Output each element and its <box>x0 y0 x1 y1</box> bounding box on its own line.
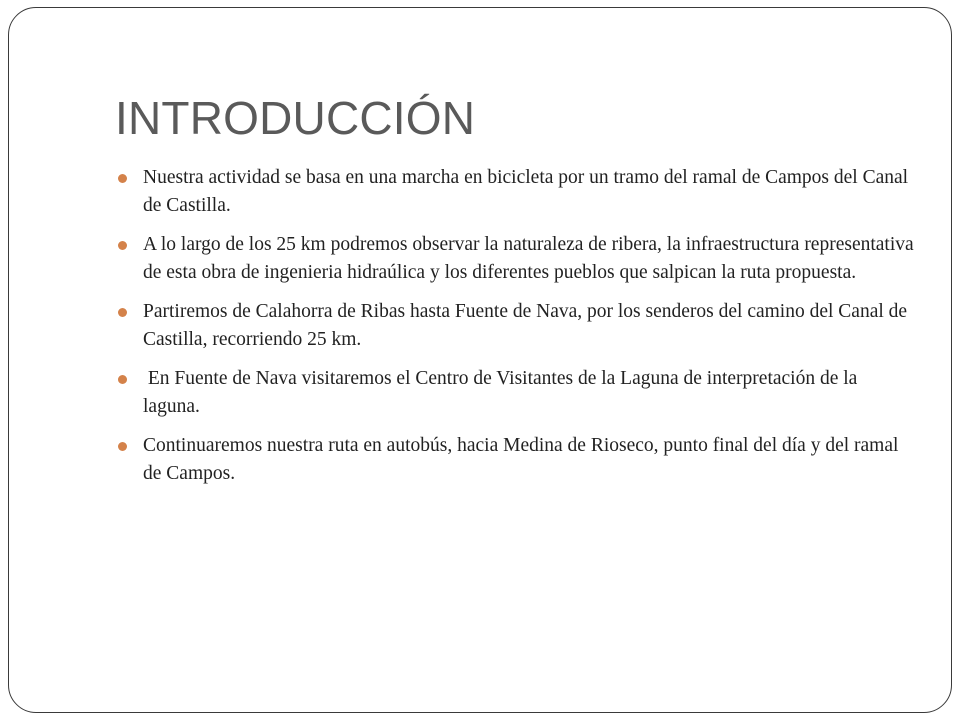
bullet-icon <box>118 174 127 183</box>
bullet-text: A lo largo de los 25 km podremos observar la naturaleza de ribera, la infraestructura representativa de esta obra de ingenieria hidraúlica y los diferentes pueblos que salpican la ruta propuesta. <box>143 234 914 283</box>
slide-title: INTRODUCCIÓN <box>115 92 476 144</box>
bullet-icon <box>118 308 127 317</box>
list-item <box>115 231 915 287</box>
bullet-text: En Fuente de Nava visitaremos el Centro de Visitantes de la Laguna de interpretación de la laguna. <box>143 368 863 417</box>
bullet-text: Continuaremos nuestra ruta en autobús, hacia Medina de Rioseco, punto final del día y del ramal de Campos. <box>143 435 899 484</box>
list-item <box>115 432 915 488</box>
list-item <box>115 298 915 354</box>
list-item <box>115 164 915 220</box>
bullet-list <box>115 164 915 499</box>
slide <box>8 7 952 713</box>
bullet-text: Nuestra actividad se basa en una marcha en bicicleta por un tramo del ramal de Campos del Canal de Castilla. <box>143 167 909 216</box>
bullet-icon <box>118 375 127 384</box>
bullet-icon <box>118 442 127 451</box>
bullet-text: Partiremos de Calahorra de Ribas hasta Fuente de Nava, por los senderos del camino del Canal de Castilla, recorriendo 25 km. <box>143 301 908 350</box>
bullet-icon <box>118 241 127 250</box>
list-item <box>115 365 915 421</box>
